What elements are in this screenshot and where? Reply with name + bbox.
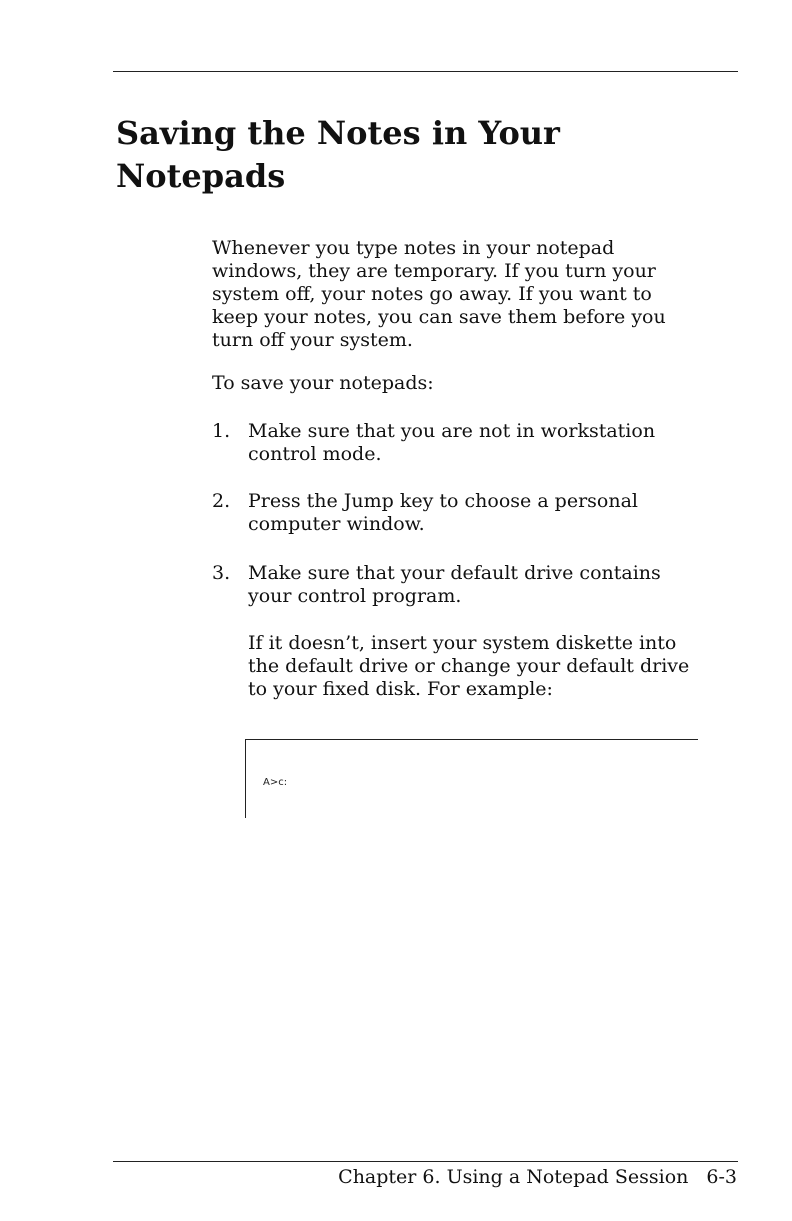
intro-line: system off, your notes go away. If you want to — [212, 283, 652, 305]
step-text — [248, 420, 738, 466]
step-text — [248, 562, 738, 608]
intro-line: windows, they are temporary. If you turn your — [212, 260, 656, 282]
note-line: the default drive or change your default drive — [248, 655, 690, 677]
step-line: Make sure that your default drive contains — [248, 562, 661, 584]
step-line: Press the Jump key to choose a personal — [248, 490, 639, 512]
step-number: 3. — [212, 562, 231, 584]
step-line: Make sure that you are not in workstation — [248, 420, 656, 442]
lead-sentence: To save your notepads: — [212, 372, 434, 394]
intro-line: keep your notes, you can save them before you — [212, 306, 666, 328]
intro-line: turn off your system. — [212, 329, 413, 351]
step-line: your control program. — [248, 585, 462, 607]
top-rule — [113, 71, 738, 72]
screen-example-box — [245, 739, 698, 818]
step-text — [248, 490, 738, 536]
intro-paragraph — [212, 237, 737, 352]
intro-line: Whenever you type notes in your notepad — [212, 237, 615, 259]
step-line: control mode. — [248, 443, 382, 465]
note-line: to your fixed disk. For example: — [248, 678, 553, 700]
step-number: 2. — [212, 490, 231, 512]
step-number: 1. — [212, 420, 231, 442]
section-title — [116, 112, 676, 198]
note-line: If it doesn’t, insert your system diskette into — [248, 632, 677, 654]
title-line-1: Saving the Notes in Your — [116, 114, 560, 152]
footer-chapter: Chapter 6. Using a Notepad Session — [338, 1166, 689, 1188]
page-number: 6-3 — [706, 1166, 737, 1188]
step-line: computer window. — [248, 513, 425, 535]
page-footer — [338, 1165, 737, 1189]
command-prompt: A>c: — [263, 777, 288, 788]
step-3-note — [248, 632, 738, 701]
bottom-rule — [113, 1161, 738, 1162]
title-line-2: Notepads — [116, 157, 286, 195]
